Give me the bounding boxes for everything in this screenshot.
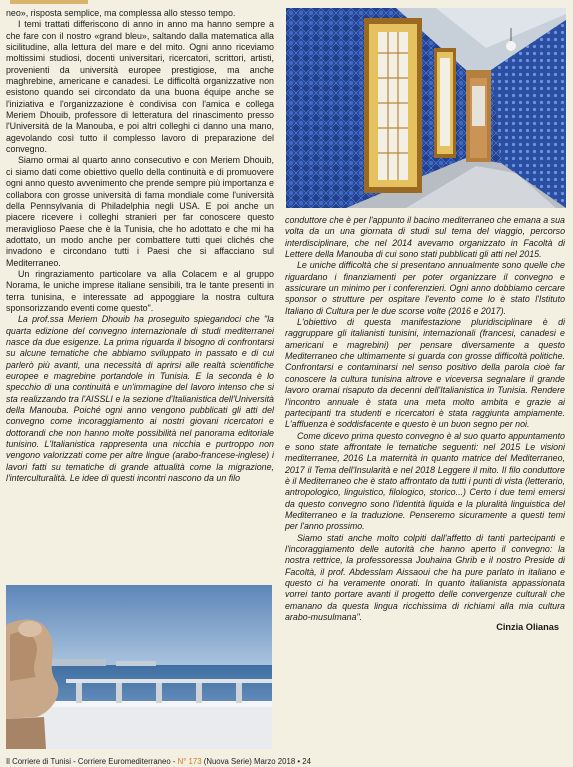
paragraph: conduttore che è per l'appunto il bacino mediterraneo che emana a sua volta da un una giornata di studi sul tema del viaggio, percorso interdisciplinare, che nel 2014 avevamo organizzato in Facoltà di Lettere della Manouba di cui sono stati pubblicati gli atti nel 2015. xyxy=(285,215,565,260)
left-text-column xyxy=(6,8,274,581)
paragraph: I temi trattati differiscono di anno in anno ma hanno sempre a che fare con il nostro «grand bleu», saltando dalla matematica alla sicilitudine, alla lettura del mare e del mito. Ogni anno riceviamo moltissimi studiosi, docenti universitari, ricercatori, scrittori, artisti, provenienti da università europee prestigiose, ma anche maghrebine, americane e canadesi. Le difficoltà organizzative non esistono quando sei circondato da una buona équipe anche se l'iniziativa e l'organizzazione è condivisa con l'amica e collega Meriem Dhouib, professore di letteratura del rinascimento presso l'Università de la Manouba, e poi altri colleghi ci danno una mano, agevolando così tutto il complesso lavoro di preparazione del convegno. xyxy=(6,19,274,155)
paragraph: Come dicevo prima questo convegno è al suo quarto appuntamento e sono state affrontate le tematiche seguenti: nel 2015 Le visioni mediterranee, 2016 La maternità in quanto matrice del Mediterraneo, 2017 il Tema dell'Insularità e nel 2018 Leggere il mito. Il filo conduttore è il Mediterraneo che è stato affrontato da tutti i punti di vista (letterario, antropologico, linguistico, filologico, storico...) Certo i due temi emersi da questo convegno sono l'identità liquida e la pluralità linguistica del Mediterraneo e la traduzione. Penseremo sicuramente a questi temi per l'anno prossimo. xyxy=(285,430,565,532)
paragraph: La prof.ssa Meriem Dhouib ha proseguito spiegandoci che "la quarta edizione del convegno internazionale di studi mediterranei nasce da due esigenze. La prima riguarda il bisogno di confrontarsi su alcune tematiche che abbiamo sviluppato in passato e di cui parlerò più avanti, una necessità di aprirsi alle realtà scientifiche europee e magrebine portandole in Tunisia. E la seconda è lo specchio di una continuità e un'immagine del lavoro intenso che si sta realizzando tra l'AISSLI e la sezione d'Italianistica dell'Università della Manouba. Poiché ogni anno vengono pubblicati gli atti del convegno come incoraggiamento ai nostri giovani ricercatori e dottorandi che non hanno molte possibilità nel panorama editoriale tunisino. L'Italianistica rappresenta una nicchia e purtroppo non vengono valorizzati come per altre lingue (arabo-francese-inglese) i lavori fatti su tematiche di grande attualità come la migrazione, l'interculturalità. Le idee di questi incontri nascono da un filo xyxy=(6,314,274,484)
paragraph: Un ringraziamento particolare va alla Colacem e al gruppo Norama, le uniche imprese italiane sensibili, tra le tante presenti in terra tunisina, e interessate ad appoggiare la nostra cultura sponsorizzando eventi come questo". xyxy=(6,268,274,313)
right-text-column xyxy=(285,215,565,753)
issue-number: N° 173 xyxy=(177,757,202,766)
author-signature: Cinzia Olianas xyxy=(496,622,559,633)
paragraph: Siamo stati anche molto colpiti dall'affetto di tanti partecipanti e l'incoraggiamento delle autorità che hanno aperto il convegno: la nostra rettrice, la professoressa Jouhaina Ghrib e il nostro Preside di Facoltà, il prof. Abdesslam Aissaoui che ha pure parlato in italiano e questo ci ha veramente onorati. In quanto italianista appassionata vorrei tanto portare avanti il progetto delle convergenze culturali che emanano da questa lingua ricchissima di richiami alla mia cultura arabo-musulmana". xyxy=(285,532,565,623)
paragraph: neo», risposta semplice, ma complessa allo stesso tempo. xyxy=(6,8,236,18)
paragraph: Le uniche difficoltà che si presentano annualmente sono quelle che riguardano i finanziamenti per poter organizzare il convegno e assicurare un minimo per i conferenzieri. Ogni anno dobbiamo cercare sponsor o strutture per ospitare l'evento come lo è stato l'Istituto Italiano di Cultura per le due scorse volte (2016 e 2017). xyxy=(285,260,565,316)
sea-sculpture-photo xyxy=(6,585,272,749)
paragraph: Siamo ormai al quarto anno consecutivo e con Meriem Dhouib, ci siamo dati come obiettivo quello della continuità e di promuovere ogni anno questo avvenimento che prende sempre più importanza e collabora con grosse università di fama mondiale come l'università della Pennsylvania di Philadelphia negli USA. E poi anche un piacere ricevere i colleghi stranieri per far conoscere questo meraviglioso Paese che è la Tunisia, che ho adottato e che mi ha adottato, un modo anche per combattere tutti quei clichés che invadono e circondano tutti i Paesi che si affacciano sul Mediterraneo. xyxy=(6,155,274,268)
section-tab xyxy=(10,0,88,4)
page-header-bar xyxy=(0,0,573,6)
page-footer xyxy=(6,756,566,767)
issue-series-date: (Nuova Serie) Marzo 2018 xyxy=(203,757,296,766)
publication-name: Il Corriere di Tunisi - Corriere Euromediterraneo - xyxy=(6,757,176,766)
corridor-photo xyxy=(286,8,566,208)
paragraph: L'obiettivo di questa manifestazione pluridisciplinare è di raggruppare gli italianisti tunisini, internazionali (francesi, canadesi e americani e magrebini) per pensare diversamente a questo Mediterraneo che ultimamente si guarda con grosse difficoltà politiche. Confrontarsi e contaminarsi nel senso positivo della parola cioè far conoscere la cultura tunisina altrove e viceversa segnalare il grande lavoro oramai risaputo da decenni dell'Italianistica in Tunisia. Rendere l'incontro annuale è stata una meta molto ambita e grazie ai partecipanti tra studenti e ricercatori è stata raggiunta ampiamente. L'affluenza è soddisfacente e questo è un buon segno per noi. xyxy=(285,317,565,430)
page-number: • 24 xyxy=(297,757,311,766)
